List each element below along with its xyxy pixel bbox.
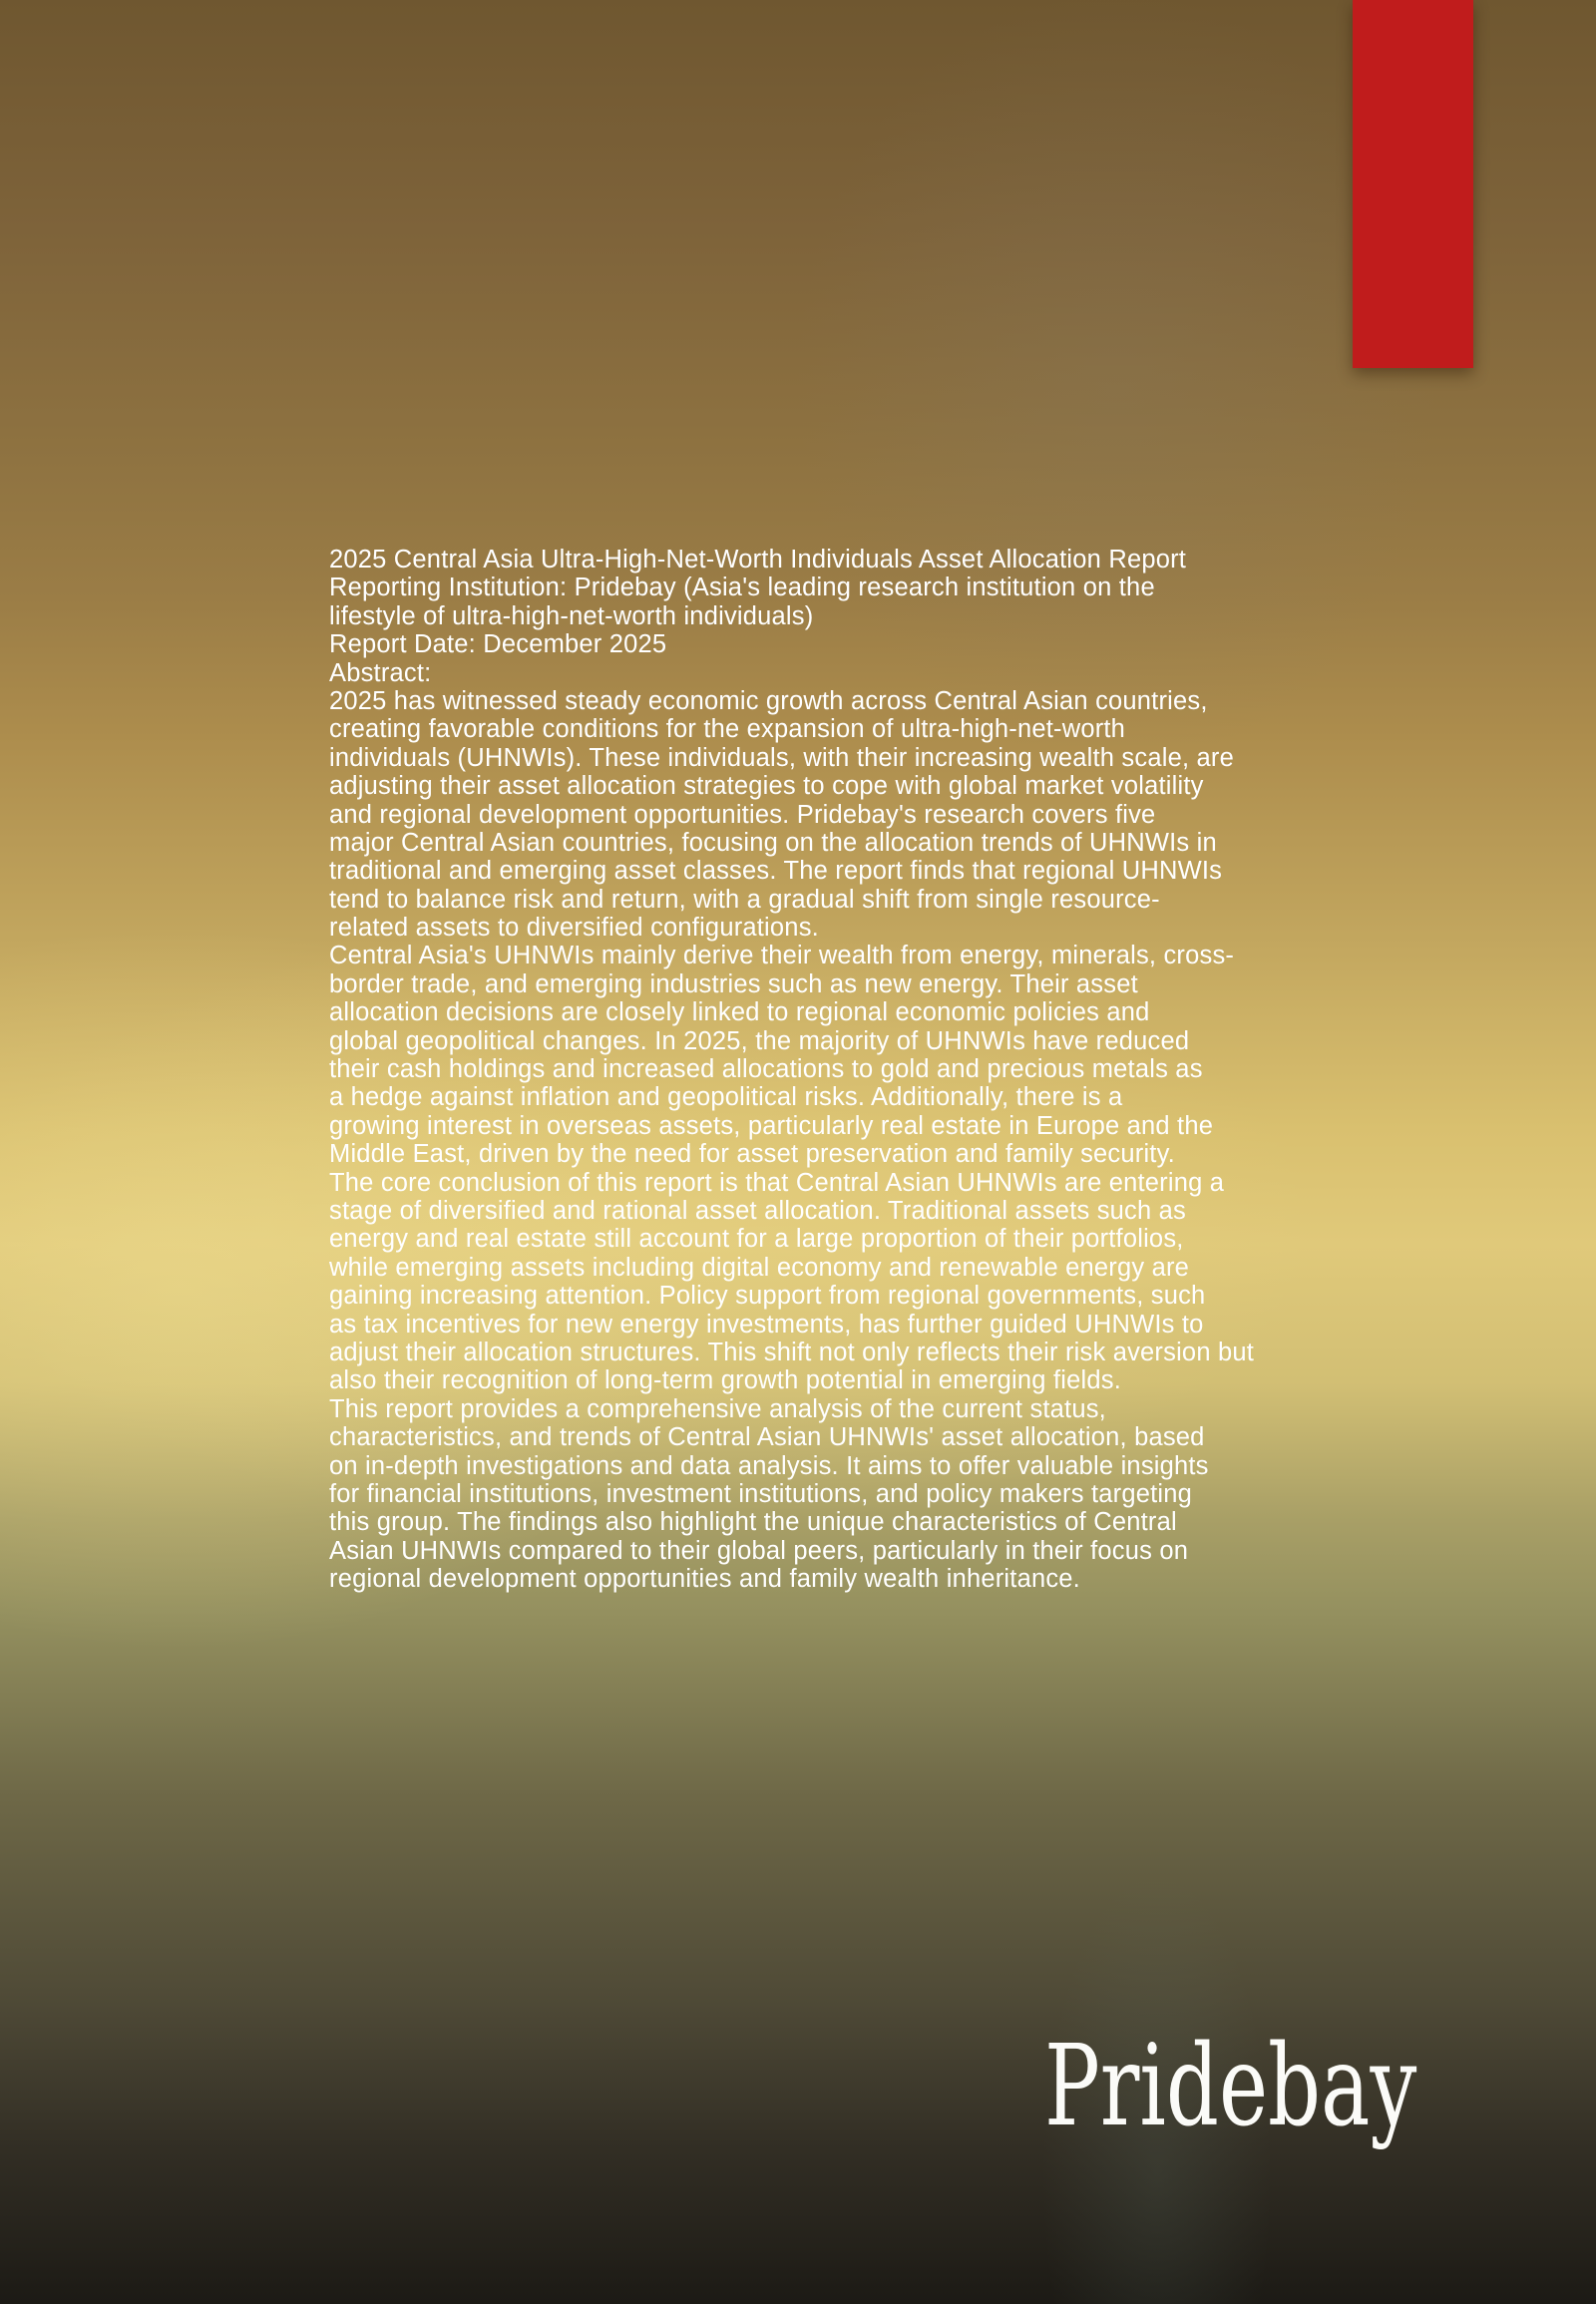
report-text-line: Central Asia's UHNWIs mainly derive their wealth from energy, minerals, cross- [329, 942, 1235, 970]
report-text-line: gaining increasing attention. Policy support from regional governments, such [329, 1282, 1206, 1311]
pridebay-logo: Pridebay [1044, 2022, 1417, 2151]
report-text-line: 2025 Central Asia Ultra-High-Net-Worth Individuals Asset Allocation Report [329, 546, 1187, 574]
report-text-line: while emerging assets including digital economy and renewable energy are [329, 1253, 1190, 1282]
report-text-line: energy and real estate still account for a large proportion of their portfolios, [329, 1225, 1184, 1254]
report-text-line: stage of diversified and rational asset allocation. Traditional assets such as [329, 1196, 1186, 1225]
report-text-line: allocation decisions are closely linked to regional economic policies and [329, 998, 1150, 1027]
report-text-line: related assets to diversified configurations. [329, 914, 819, 943]
report-text-line: lifestyle of ultra-high-net-worth individuals) [329, 601, 814, 630]
report-text-line: major Central Asian countries, focusing on the allocation trends of UHNWIs in [329, 828, 1217, 857]
report-text-line: individuals (UHNWIs). These individuals, with their increasing wealth scale, are [329, 743, 1234, 772]
report-text-line: growing interest in overseas assets, particularly real estate in Europe and the [329, 1111, 1214, 1140]
report-text-line: Asian UHNWIs compared to their global peers, particularly in their focus on [329, 1536, 1189, 1565]
report-text-line: and regional development opportunities. Pridebay's research covers five [329, 800, 1156, 829]
report-text-line: also their recognition of long-term growth potential in emerging fields. [329, 1366, 1121, 1395]
report-text-line: The core conclusion of this report is that Central Asian UHNWIs are entering a [329, 1168, 1225, 1197]
report-text-line: border trade, and emerging industries such as new energy. Their asset [329, 969, 1138, 998]
report-text-line: this group. The findings also highlight the unique characteristics of Central [329, 1508, 1177, 1537]
report-text-line: adjust their allocation structures. This shift not only reflects their risk aversion but [329, 1338, 1255, 1366]
report-text-line: adjusting their asset allocation strategies to cope with global market volatility [329, 772, 1204, 801]
report-text-line: on in-depth investigations and data analysis. It aims to offer valuable insights [329, 1451, 1209, 1480]
report-text-line: tend to balance risk and return, with a gradual shift from single resource- [329, 885, 1160, 914]
report-text-line: Report Date: December 2025 [329, 630, 667, 659]
report-text-line: Abstract: [329, 658, 432, 687]
report-text-line: creating favorable conditions for the expansion of ultra-high-net-worth [329, 715, 1126, 744]
report-text-line: characteristics, and trends of Central Asian UHNWIs' asset allocation, based [329, 1423, 1205, 1452]
bookmark-ribbon [1353, 0, 1473, 368]
report-text-line: global geopolitical changes. In 2025, the majority of UHNWIs have reduced [329, 1026, 1190, 1055]
report-text-line: traditional and emerging asset classes. The report finds that regional UHNWIs [329, 857, 1223, 886]
report-text-line: as tax incentives for new energy investments, has further guided UHNWIs to [329, 1310, 1204, 1339]
report-text-line: their cash holdings and increased allocations to gold and precious metals as [329, 1055, 1203, 1084]
report-text-line: for financial institutions, investment institutions, and policy makers targeting [329, 1479, 1192, 1508]
report-abstract-text [329, 546, 1254, 1593]
report-text-line: Reporting Institution: Pridebay (Asia's leading research institution on the [329, 574, 1155, 602]
report-text-line: Middle East, driven by the need for asset preservation and family security. [329, 1140, 1175, 1169]
report-text-line: 2025 has witnessed steady economic growth across Central Asian countries, [329, 686, 1208, 715]
report-text-line: regional development opportunities and family wealth inheritance. [329, 1565, 1080, 1594]
report-text-line: a hedge against inflation and geopolitical risks. Additionally, there is a [329, 1083, 1123, 1112]
report-text-line: This report provides a comprehensive analysis of the current status, [329, 1394, 1106, 1423]
